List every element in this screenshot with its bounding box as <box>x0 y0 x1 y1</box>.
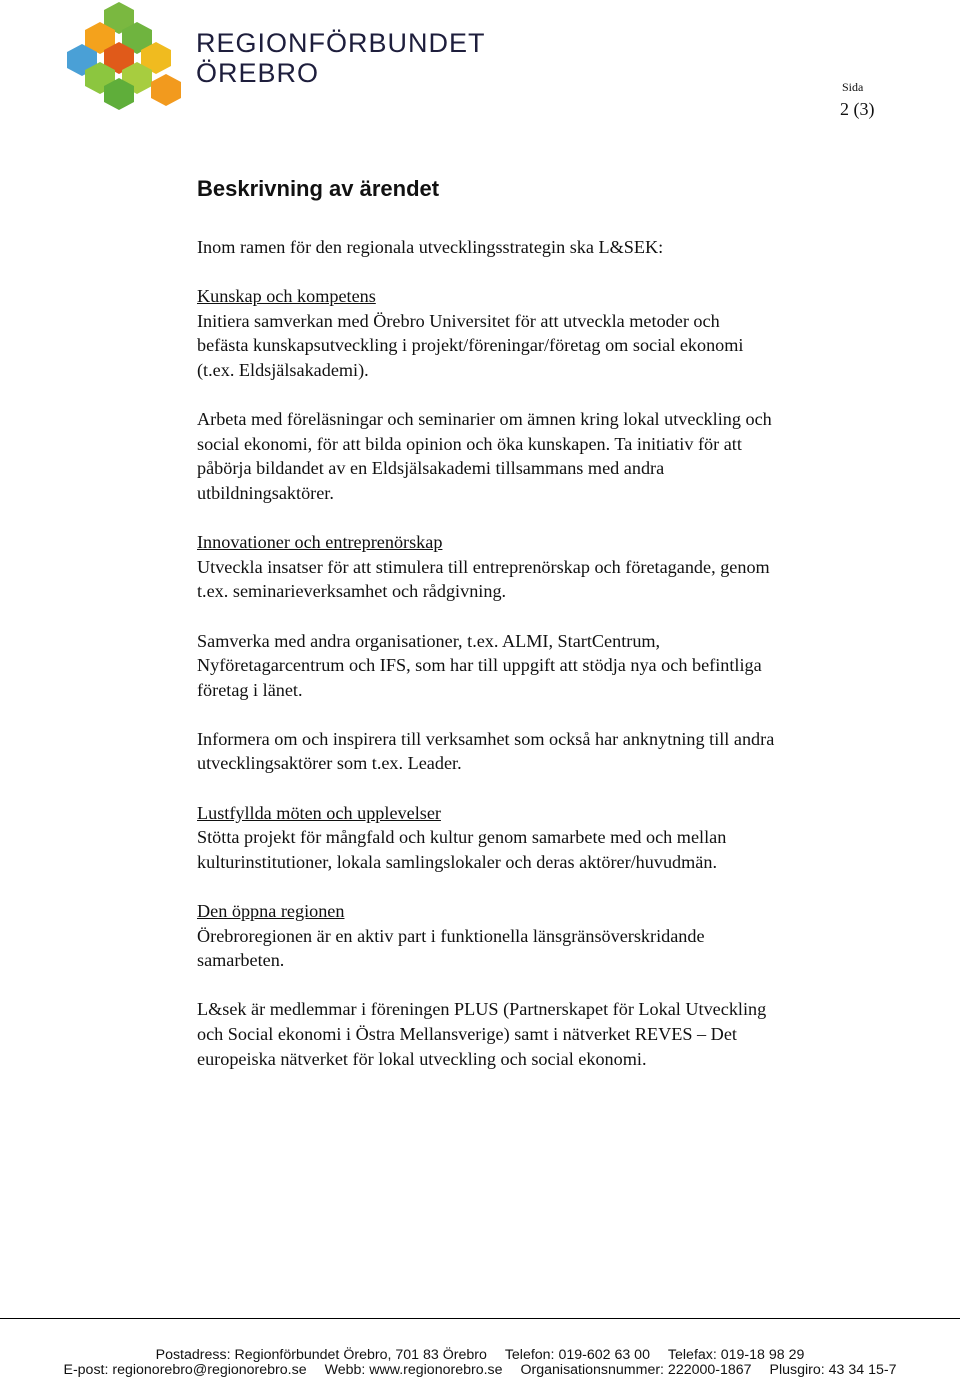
brand-line-2: ÖREBRO <box>196 58 320 88</box>
text-line: Inom ramen för den regionala utvecklingsstrategin ska L&SEK: <box>197 237 664 257</box>
section-knowledge <box>197 284 897 382</box>
regionforbundet-logo-icon <box>66 0 186 110</box>
footer-email: E-post: regionorebro@regionorebro.se <box>63 1362 307 1378</box>
inform-paragraph <box>197 727 897 776</box>
footer-divider <box>0 1318 960 1319</box>
hexagon-shape <box>151 74 181 106</box>
text-line: företag i länet. <box>197 679 303 700</box>
text-line: Utveckla insatser för att stimulera till entreprenörskap och företagande, genom <box>197 556 770 577</box>
footer-line-2 <box>0 1362 960 1378</box>
section-heading: Innovationer och entreprenörskap <box>197 532 443 553</box>
text-line: Informera om och inspirera till verksamhet som också har anknytning till andra <box>197 728 775 749</box>
membership-paragraph <box>197 997 897 1071</box>
page-number: 2 (3) <box>840 99 875 119</box>
text-line: Initiera samverkan med Örebro Universitet för att utveckla metoder och <box>197 310 720 331</box>
text-line: befästa kunskapsutveckling i projekt/föreningar/företag om social ekonomi <box>197 335 744 356</box>
footer-plusgiro: Plusgiro: 43 34 15-7 <box>769 1362 897 1378</box>
text-line: samarbeten. <box>197 950 285 971</box>
text-line: Nyföretagarcentrum och IFS, som har till uppgift att stödja nya och befintliga <box>197 655 762 676</box>
footer-line-1 <box>0 1347 960 1363</box>
intro-paragraph <box>197 235 897 260</box>
footer-phone: Telefon: 019-602 63 00 <box>504 1347 650 1363</box>
text-line: utbildningsaktörer. <box>197 482 334 503</box>
text-line: Arbeta med föreläsningar och seminarier om ämnen kring lokal utveckling och <box>197 409 772 430</box>
text-line: Stötta projekt för mångfald och kultur genom samarbete med och mellan <box>197 827 727 848</box>
text-line: Örebroregionen är en aktiv part i funktionella länsgränsöverskridande <box>197 925 705 946</box>
text-line: social ekonomi, för att bilda opinion och öka kunskapen. Ta initiativ för att <box>197 433 742 454</box>
document-title: Beskrivning av ärendet <box>197 176 440 201</box>
brand-line-1: REGIONFÖRBUNDET <box>196 28 486 58</box>
section-meetings <box>197 801 897 875</box>
footer-fax: Telefax: 019-18 98 29 <box>667 1347 805 1363</box>
section-open-region <box>197 899 897 973</box>
section-heading: Den öppna regionen <box>197 901 345 922</box>
text-line: (t.ex. Eldsjälsakademi). <box>197 359 369 380</box>
text-line: europeiska nätverket för lokal utveckling och social ekonomi. <box>197 1048 647 1069</box>
page-label: Sida <box>842 80 864 94</box>
section-heading: Lustfyllda möten och upplevelser <box>197 802 441 823</box>
brand-name <box>196 28 486 88</box>
footer-org-number: Organisationsnummer: 222000-1867 <box>520 1362 752 1378</box>
footer-website: Webb: www.regionorebro.se <box>324 1362 503 1378</box>
document-body <box>197 235 897 1096</box>
section-heading: Kunskap och kompetens <box>197 286 376 307</box>
lectures-paragraph <box>197 407 897 505</box>
text-line: kulturinstitutioner, lokala samlingslokaler och deras aktörer/huvudmän. <box>197 851 718 872</box>
text-line: L&sek är medlemmar i föreningen PLUS (Partnerskapet för Lokal Utveckling <box>197 999 767 1020</box>
footer-postal-address: Postadress: Regionförbundet Örebro, 701 83 Örebro <box>155 1347 487 1363</box>
text-line: påbörja bildandet av en Eldsjälsakademi tillsammans med andra <box>197 458 665 479</box>
text-line: t.ex. seminarieverksamhet och rådgivning. <box>197 581 507 602</box>
text-line: och Social ekonomi i Östra Mellansverige) samt i nätverket REVES – Det <box>197 1024 737 1044</box>
text-line: utvecklingsaktörer som t.ex. Leader. <box>197 753 462 774</box>
section-innovation <box>197 530 897 604</box>
cooperation-paragraph <box>197 629 897 703</box>
text-line: Samverka med andra organisationer, t.ex. ALMI, StartCentrum, <box>197 630 661 651</box>
